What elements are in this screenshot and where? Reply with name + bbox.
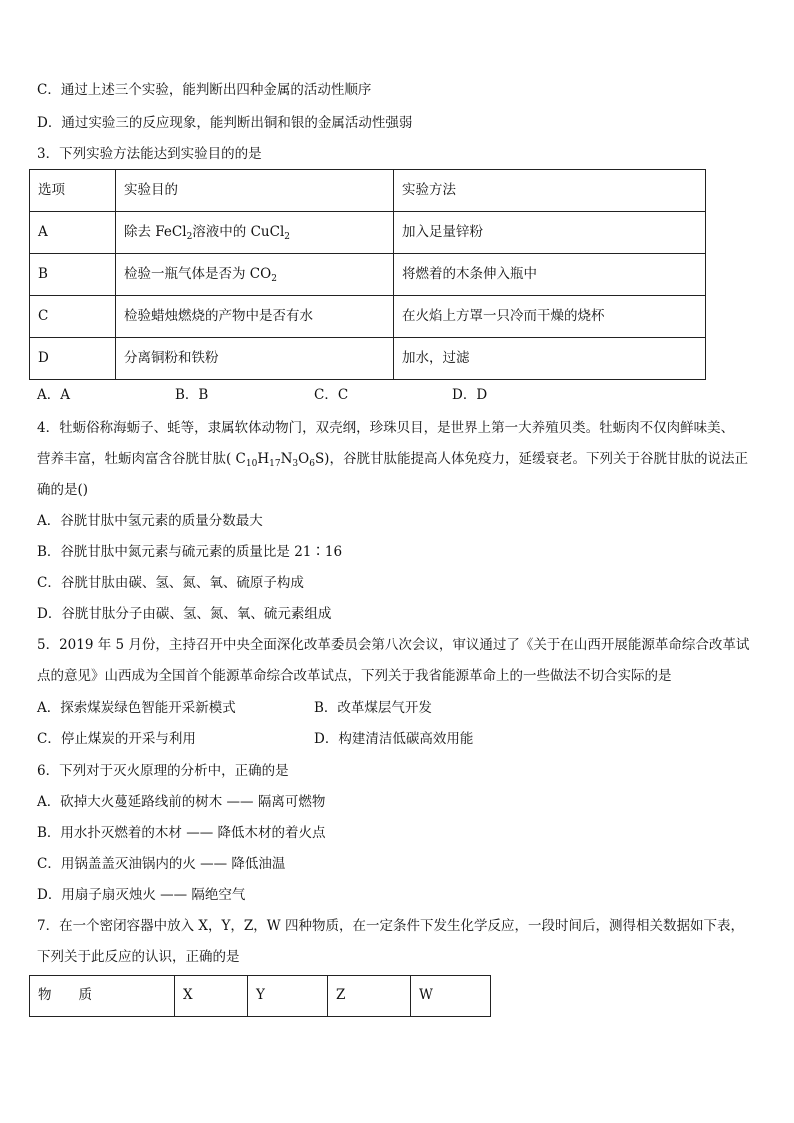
q3-choice-d: D．D — [452, 387, 488, 403]
q7-stem-line2: 下列关于此反应的认识，正确的是 — [37, 949, 240, 965]
row-option: C — [30, 296, 116, 338]
q4-stem-line3: 确的是() — [37, 482, 89, 498]
q4-option-b: B．谷胱甘肽中氮元素与硫元素的质量比是 21∶16 — [37, 544, 343, 560]
q5-option-c: C．停止煤炭的开采与利用 — [37, 731, 196, 747]
q3-choice-b: B．B — [175, 387, 209, 403]
q3-choice-c: C．C — [314, 387, 349, 403]
q3-stem: 3．下列实验方法能达到实验目的的是 — [37, 146, 262, 162]
row-option: A — [30, 212, 116, 254]
q6-option-b: B．用水扑灭燃着的木材 —— 降低木材的着火点 — [37, 825, 326, 841]
table-row — [30, 296, 706, 338]
row-method: 在火焰上方罩一只冷而干燥的烧杯 — [394, 296, 706, 338]
q6-option-a: A．砍掉大火蔓延路线前的树木 —— 隔离可燃物 — [37, 794, 326, 810]
q5-stem-line2: 点的意见》山西成为全国首个能源革命综合改革试点，下列关于我省能源革命上的一些做法不切合实际的是 — [37, 668, 672, 684]
q2-option-c: C．通过上述三个实验，能判断出四种金属的活动性顺序 — [37, 82, 372, 98]
q3-table — [29, 169, 706, 380]
q2-option-d: D．通过实验三的反应现象，能判断出铜和银的金属活动性强弱 — [37, 115, 413, 131]
q4-option-a: A．谷胱甘肽中氢元素的质量分数最大 — [37, 513, 263, 529]
q4-stem-line2: 营养丰富，牡蛎肉富含谷胱甘肽( $C_{10}H_{17}N_3O_6S$)，谷胱甘肽能提高人体免疫力，延缓衰老。下列关于谷胱甘肽的说法正 — [37, 451, 748, 469]
row-method: 将燃着的木条伸入瓶中 — [394, 254, 706, 296]
row-method: 加水，过滤 — [394, 338, 706, 380]
header-substance: 物 质 — [30, 976, 175, 1017]
header-w: W — [411, 976, 491, 1017]
row-purpose: 分离铜粉和铁粉 — [116, 338, 394, 380]
table-header-row — [30, 976, 491, 1017]
header-purpose: 实验目的 — [116, 170, 394, 212]
q4-option-d: D．谷胱甘肽分子由碳、氢、氮、氧、硫元素组成 — [37, 606, 332, 622]
q7-stem-line1: 7．在一个密闭容器中放入 X，Y，Z，W 四种物质，在一定条件下发生化学反应，一段时间后，测得相关数据如下表， — [37, 918, 744, 934]
row-purpose: 除去 FeCl$_2$溶液中的 CuCl$_2$ — [116, 212, 394, 254]
header-x: X — [175, 976, 248, 1017]
row-purpose: 检验蜡烛燃烧的产物中是否有水 — [116, 296, 394, 338]
q5-option-a: A．探索煤炭绿色智能开采新模式 — [37, 700, 236, 716]
table-row — [30, 254, 706, 296]
q7-table — [29, 975, 491, 1017]
row-option: B — [30, 254, 116, 296]
table-row — [30, 338, 706, 380]
q5-option-d: D．构建清洁低碳高效用能 — [314, 731, 474, 747]
header-y: Y — [248, 976, 328, 1017]
q4-stem-line1: 4．牡蛎俗称海蛎子、蚝等，隶属软体动物门，双壳纲，珍珠贝目，是世界上第一大养殖贝类。牡蛎肉不仅肉鲜味美、 — [37, 420, 735, 436]
row-method: 加入足量锌粉 — [394, 212, 706, 254]
row-option: D — [30, 338, 116, 380]
q6-stem: 6．下列对于灭火原理的分析中，正确的是 — [37, 763, 289, 779]
q4-option-c: C．谷胱甘肽由碳、氢、氮、氧、硫原子构成 — [37, 575, 304, 591]
q3-choice-a: A．A — [37, 387, 70, 403]
q6-option-d: D．用扇子扇灭烛火 —— 隔绝空气 — [37, 887, 246, 903]
header-z: Z — [328, 976, 411, 1017]
q6-option-c: C．用锅盖盖灭油锅内的火 —— 降低油温 — [37, 856, 286, 872]
q5-stem-line1: 5．2019 年 5 月份，主持召开中央全面深化改革委员会第八次会议，审议通过了《关于在山西开展能源革命综合改革试 — [37, 637, 750, 653]
row-purpose: 检验一瓶气体是否为 $CO_2$ — [116, 254, 394, 296]
header-method: 实验方法 — [394, 170, 706, 212]
header-option: 选项 — [30, 170, 116, 212]
q5-option-b: B．改革煤层气开发 — [314, 700, 432, 716]
table-row — [30, 212, 706, 254]
table-header-row — [30, 170, 706, 212]
